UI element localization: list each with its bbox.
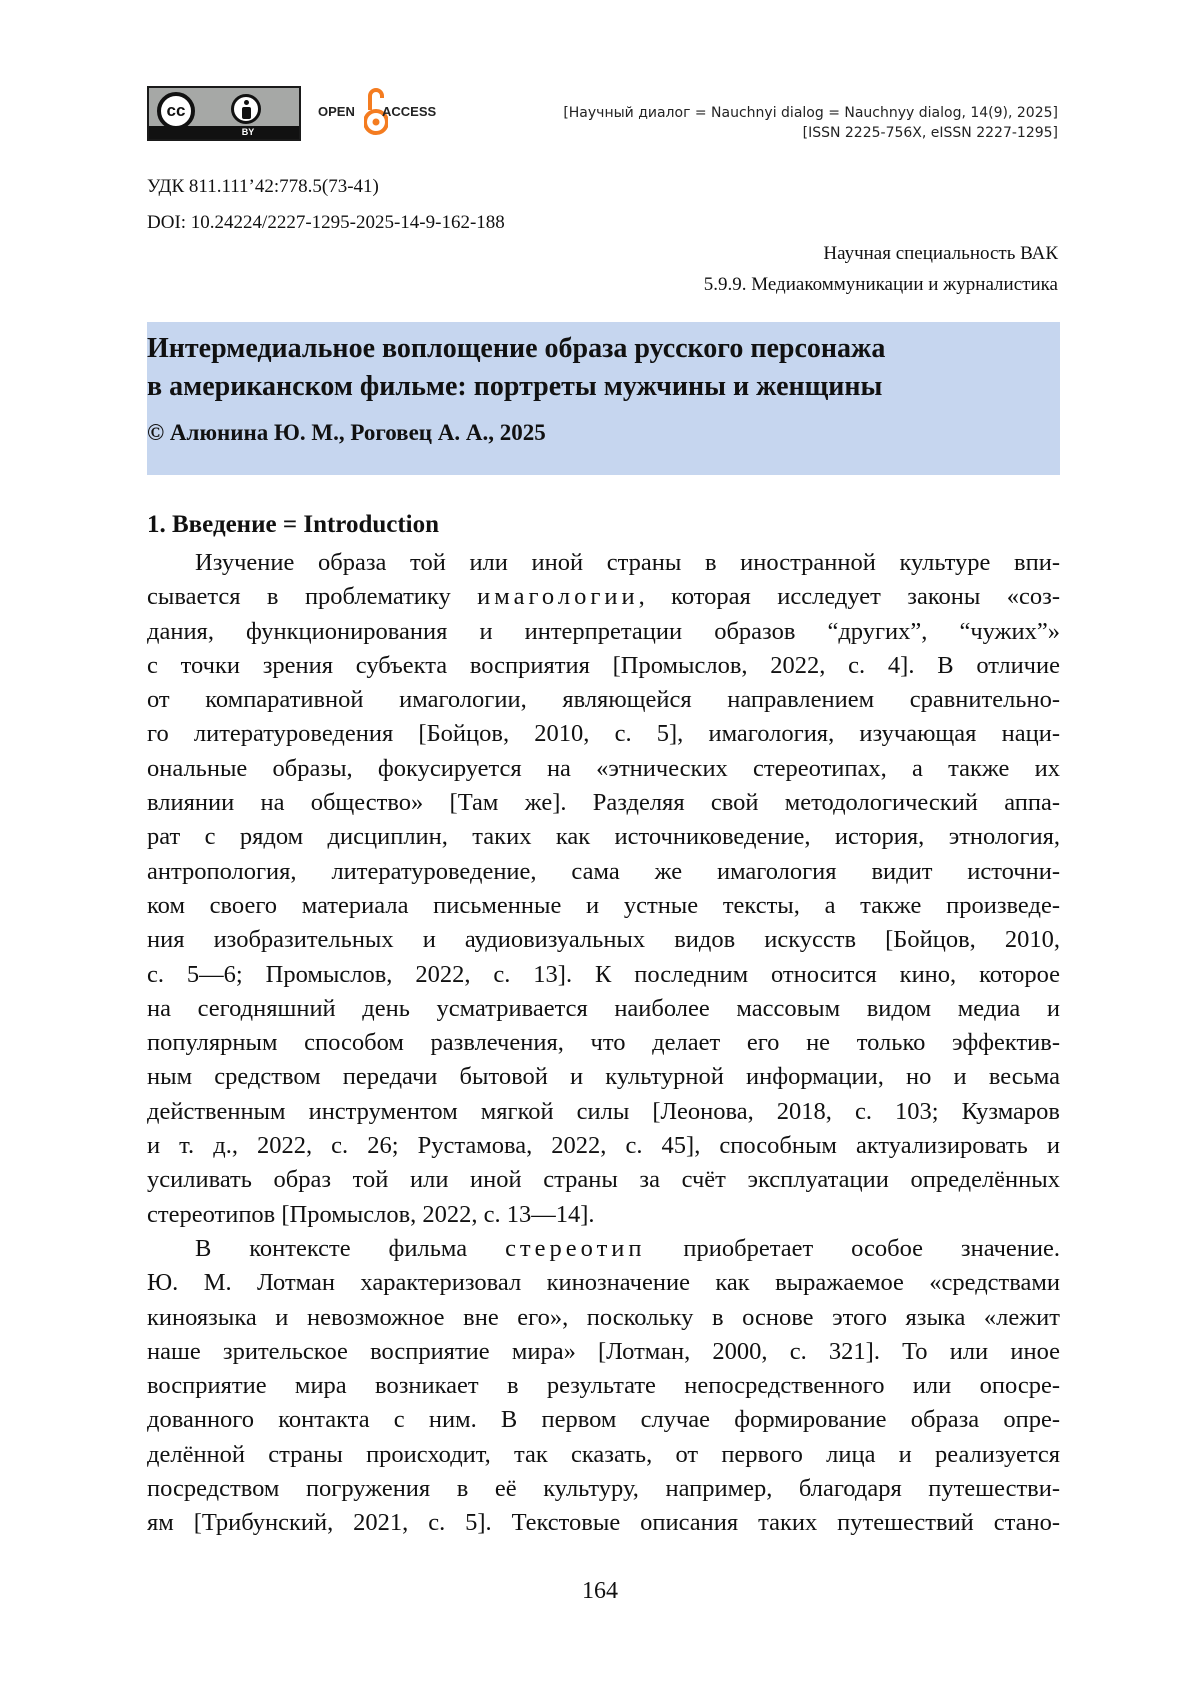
cc-by-license-badge[interactable] <box>147 86 301 141</box>
text-line: и т. д., 2022, с. 26; Рустамова, 2022, с. 45], способным актуализировать и <box>147 1132 1060 1160</box>
specialty-label: Научная специальность ВАК <box>823 243 1058 264</box>
article-authors: © Алюнина Ю. М., Роговец А. А., 2025 <box>147 420 546 445</box>
text-line: делённой страны происходит, так сказать, от первого лица и реализуется <box>147 1440 1060 1468</box>
text-line: действенным инструментом мягкой силы [Леонова, 2018, с. 103; Кузмаров <box>147 1097 1060 1125</box>
article-title-block <box>147 322 1060 475</box>
emphasized-term: стереотип <box>505 1234 646 1262</box>
article-body <box>147 546 1060 1541</box>
udk-code: УДК 811.111’42:778.5(73-41) <box>147 176 379 197</box>
text-line: ком своего материала письменные и устные тексты, а также произведе- <box>147 891 1060 919</box>
text-line: популярным способом развлечения, что делает его не только эффектив- <box>147 1029 1060 1057</box>
text-line: с. 5—6; Промыслов, 2022, с. 13]. К последним относится кино, которое <box>147 960 1060 988</box>
article-title-line-2: в американском фильме: портреты мужчины и женщины <box>147 371 883 402</box>
text-line: наше зрительское восприятие мира» [Лотман, 2000, с. 321]. То или иное <box>147 1337 1060 1365</box>
emphasized-term: имагологии <box>477 583 639 611</box>
text-line: стереотипов [Промыслов, 2022, с. 13—14]. <box>147 1200 595 1228</box>
text-line: влиянии на общество» [Там же]. Разделяя свой методологический аппа- <box>147 789 1060 817</box>
text-line: ям [Трибунский, 2021, с. 5]. Текстовые описания таких путешествий стано- <box>147 1509 1060 1537</box>
text-line: го литературоведения [Бойцов, 2010, с. 5], имагология, изучающая наци- <box>147 720 1060 748</box>
text-line: усиливать образ той или иной страны за счёт эксплуатации определённых <box>147 1166 1060 1194</box>
text-line: сывается в проблематику имагологии, которая исследует законы «соз- <box>147 583 1060 611</box>
person-icon <box>231 94 261 124</box>
license-strip <box>149 126 299 139</box>
text-line: ния изобразительных и аудиовизуальных видов искусств [Бойцов, 2010, <box>147 926 1060 954</box>
text-line: от компаративной имагологии, являющейся направлением сравнительно- <box>147 686 1060 714</box>
journal-issn: [ISSN 2225-756X, eISSN 2227-1295] <box>802 125 1058 141</box>
vak-specialty <box>704 238 1058 300</box>
doi-link[interactable]: DOI: 10.24224/2227-1295-2025-14-9-162-188 <box>147 212 505 233</box>
page-number: 164 <box>582 1578 618 1604</box>
text-line: восприятие мира возникает в результате непосредственного или опосре- <box>147 1372 1060 1400</box>
section-heading: 1. Введение = Introduction <box>147 511 440 538</box>
article-title-line-1: Интермедиальное воплощение образа русского персонажа <box>147 333 886 364</box>
text-line: Ю. М. Лотман характеризовал кинозначение как выражаемое «средствами <box>147 1269 1060 1297</box>
specialty-value: 5.9.9. Медиакоммуникации и журналистика <box>703 274 1058 295</box>
text-line: дованного контакта с ним. В первом случае формирование образа опре- <box>147 1406 1060 1434</box>
journal-reference <box>563 103 1058 143</box>
journal-citation: [Научный диалог = Nauchnyi dialog = Nauchnyy dialog, 14(9), 2025] <box>563 105 1058 121</box>
cc-icon: cc <box>157 92 195 130</box>
text-line: на сегодняшний день усматривается наиболее массовым видом медиа и <box>147 994 1060 1022</box>
open-access-right-text: ACCESS <box>382 104 437 119</box>
open-access-left-text: OPEN <box>318 104 355 119</box>
text-line: с точки зрения субъекта восприятия [Промыслов, 2022, с. 4]. В отличие <box>147 651 1060 679</box>
text-line: ным средством передачи бытовой и культурной информации, но и весьма <box>147 1063 1060 1091</box>
text-line: киноязыка и невозможное вне его», поскольку в основе этого языка «лежит <box>147 1303 1060 1331</box>
text-line: В контексте фильма стереотип приобретает особое значение. <box>195 1234 1060 1262</box>
open-access-logo[interactable] <box>318 86 458 138</box>
text-line: рат с рядом дисциплин, таких как источниковедение, история, этнология, <box>147 823 1060 851</box>
text-line: ональные образы, фокусируется на «этнических стереотипах, а также их <box>147 754 1060 782</box>
by-label: BY <box>241 127 255 137</box>
text-line: Изучение образа той или иной страны в иностранной культуре впи- <box>195 549 1060 576</box>
text-line: антропология, литературоведение, сама же имагология видит источни- <box>147 857 1060 885</box>
text-line: дания, функционирования и интерпретации образов “других”, “чужих”» <box>147 617 1060 645</box>
text-line: посредством погружения в её культуру, например, благодаря путешестви- <box>147 1475 1060 1503</box>
